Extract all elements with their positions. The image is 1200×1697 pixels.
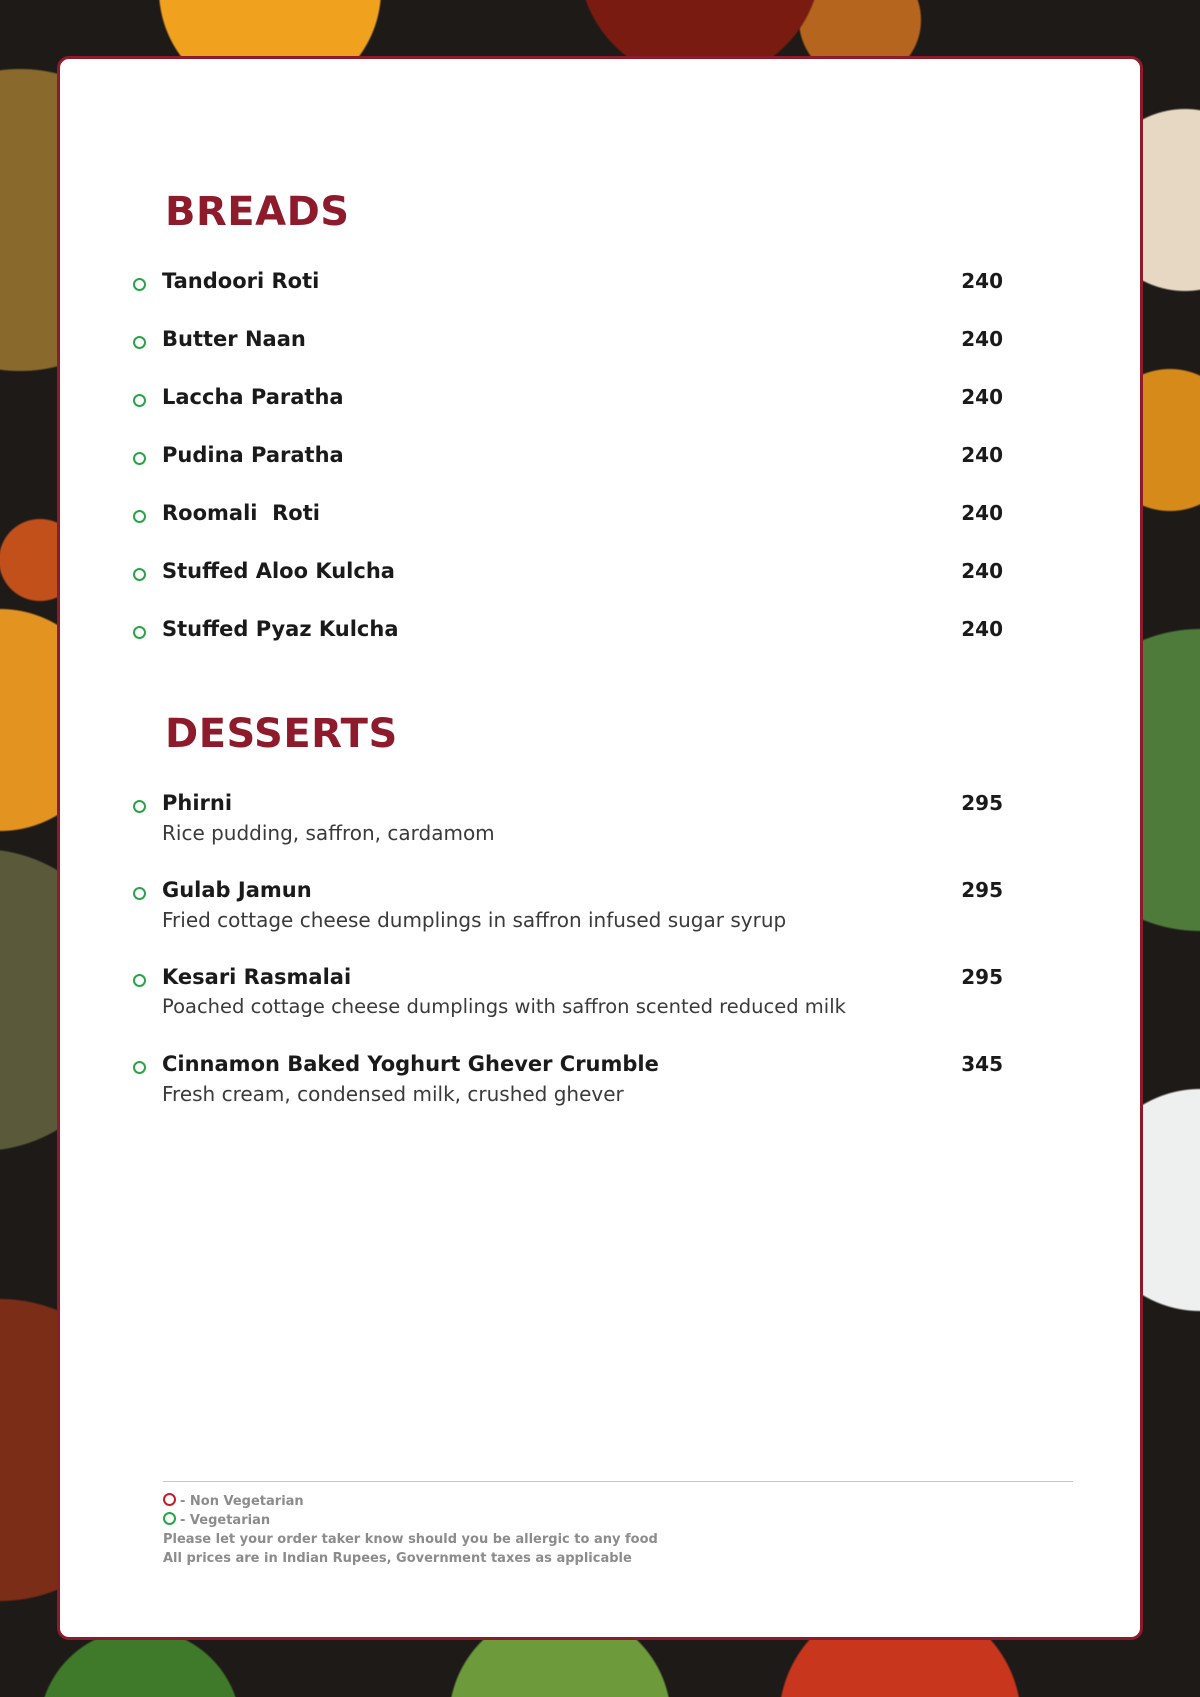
legend-vegetarian [163,1512,270,1530]
breads-heading: BREADS [165,189,350,235]
legend-nonveg-label: - Non Vegetarian [180,1494,304,1509]
menu-item [133,443,1003,473]
veg-marker-icon [133,1061,146,1074]
menu-item [133,965,1003,1025]
item-price: 240 [961,269,1003,293]
item-price: 295 [961,791,1003,815]
item-description: Fried cottage cheese dumplings in saffron infused sugar syrup [162,908,787,932]
allergy-note: Please let your order taker know should you be allergic to any food [163,1532,658,1547]
menu-item [133,269,1003,299]
veg-marker-icon [163,1512,176,1525]
veg-marker-icon [133,394,146,407]
item-name: Phirni [162,791,233,815]
price-note: All prices are in Indian Rupees, Government taxes as applicable [163,1551,632,1566]
footer-divider [163,1481,1073,1482]
menu-card [57,56,1143,1640]
item-price: 240 [961,501,1003,525]
item-price: 240 [961,327,1003,351]
item-price: 295 [961,965,1003,989]
veg-marker-icon [133,626,146,639]
veg-marker-icon [133,568,146,581]
veg-marker-icon [133,510,146,523]
menu-item [133,501,1003,531]
item-name: Stuffed Aloo Kulcha [162,559,395,583]
item-description: Poached cottage cheese dumplings with saffron scented reduced milk [162,995,846,1018]
item-description: Fresh cream, condensed milk, crushed ghever [162,1082,624,1106]
item-price: 240 [961,385,1003,409]
item-name: Stuffed Pyaz Kulcha [162,617,399,641]
item-name: Laccha Paratha [162,385,344,409]
veg-marker-icon [133,336,146,349]
legend-non-vegetarian [163,1493,304,1511]
menu-item [133,878,1003,938]
non-veg-marker-icon [163,1493,176,1506]
item-name: Pudina Paratha [162,443,344,467]
veg-marker-icon [133,800,146,813]
item-description: Rice pudding, saffron, cardamom [162,821,495,845]
veg-marker-icon [133,887,146,900]
menu-item [133,1052,1003,1112]
legend-veg-label: - Vegetarian [180,1513,271,1528]
menu-item [133,617,1003,647]
item-price: 240 [961,559,1003,583]
menu-item [133,385,1003,415]
menu-item [133,791,1003,851]
item-price: 240 [961,617,1003,641]
item-name: Cinnamon Baked Yoghurt Ghever Crumble [162,1052,659,1076]
item-name: Kesari Rasmalai [162,965,352,989]
item-name: Butter Naan [162,327,306,351]
menu-item [133,327,1003,357]
item-price: 240 [961,443,1003,467]
veg-marker-icon [133,278,146,291]
veg-marker-icon [133,974,146,987]
menu-item [133,559,1003,589]
item-price: 345 [961,1052,1003,1076]
item-price: 295 [961,878,1003,902]
desserts-heading: DESSERTS [165,711,398,757]
item-name: Tandoori Roti [162,269,320,293]
veg-marker-icon [133,452,146,465]
item-name: Roomali Roti [162,501,320,525]
item-name: Gulab Jamun [162,878,312,902]
